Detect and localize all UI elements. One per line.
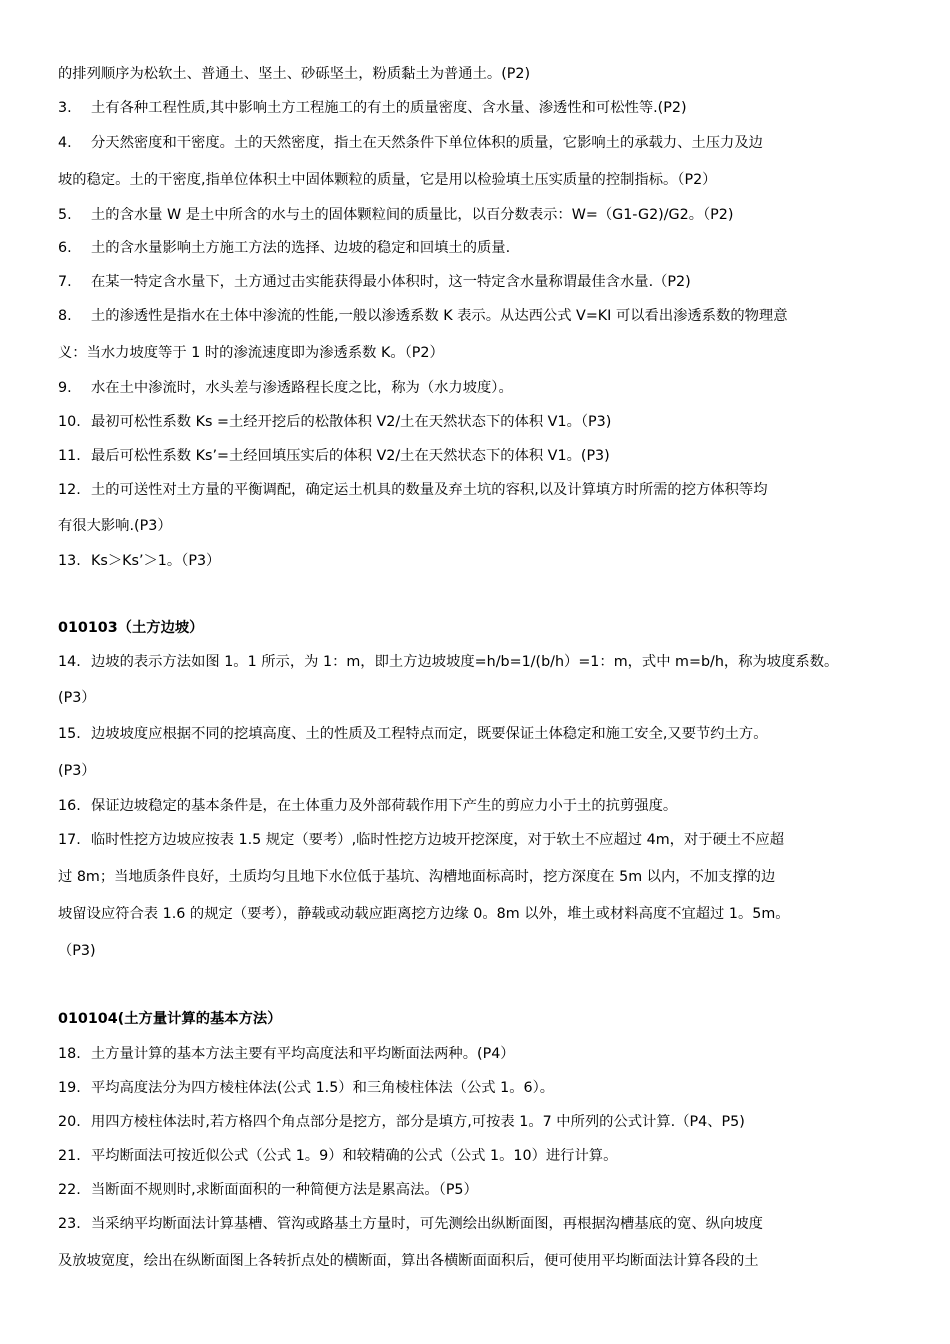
item-number: 12. bbox=[58, 482, 81, 498]
list-item: 18. 土方量计算的基本方法主要有平均高度法和平均断面法两种。(P4） bbox=[58, 1046, 515, 1062]
list-item: 5. 土的含水量 W 是土中所含的水与土的固体颗粒间的质量比，以百分数表示：W=（G1-G2)/G2。（P2) bbox=[58, 207, 734, 223]
list-item: 3. 土有各种工程性质,其中影响土方工程施工的有土的质量密度、含水量、渗透性和可松性等.(P2) bbox=[58, 100, 687, 116]
text-line: 坡留设应符合表 1.6 的规定（要考），静载或动载应距离挖方边缘 0。8m 以外，堆土或材料高度不宜超过 1。5m。 bbox=[58, 906, 790, 922]
item-number: 20. bbox=[58, 1114, 81, 1130]
list-item: 19. 平均高度法分为四方棱柱体法(公式 1.5）和三角棱柱体法（公式 1。6）。 bbox=[58, 1080, 555, 1096]
text-line: (P3） bbox=[58, 690, 96, 706]
item-number: 8. bbox=[58, 308, 72, 324]
item-number: 13. bbox=[58, 553, 81, 569]
item-number: 15. bbox=[58, 726, 81, 742]
list-item: 6. 土的含水量影响土方施工方法的选择、边坡的稳定和回填土的质量. bbox=[58, 240, 511, 256]
item-number: 10. bbox=[58, 414, 81, 430]
list-item: 12. 土的可送性对土方量的平衡调配，确定运土机具的数量及弃土坑的容积,以及计算填方时所需的挖方体积等均 bbox=[58, 482, 768, 498]
list-item: 10. 最初可松性系数 Ks =土经开挖后的松散体积 V2/土在天然状态下的体积 V1。（P3) bbox=[58, 414, 612, 430]
item-number: 4. bbox=[58, 135, 72, 151]
list-item: 21. 平均断面法可按近似公式（公式 1。9）和较精确的公式（公式 1。10）进行计算。 bbox=[58, 1148, 618, 1164]
text-line: 坡的稳定。土的干密度,指单位体积土中固体颗粒的质量，它是用以检验填土压实质量的控制指标。（P2） bbox=[58, 172, 717, 188]
text-line: 过 8m；当地质条件良好，土质均匀且地下水位低于基坑、沟槽地面标高时，挖方深度在 5m 以内，不加支撑的边 bbox=[58, 869, 776, 885]
list-item: 16. 保证边坡稳定的基本条件是，在土体重力及外部荷载作用下产生的剪应力小于土的抗剪强度。 bbox=[58, 798, 678, 814]
text-line: 的排列顺序为松软土、普通土、坚土、砂砾坚土，粉质黏土为普通土。(P2) bbox=[58, 66, 531, 82]
list-item: 22. 当断面不规则时,求断面面积的一种简便方法是累高法。（P5） bbox=[58, 1182, 478, 1198]
item-number: 16. bbox=[58, 798, 81, 814]
item-number: 21. bbox=[58, 1148, 81, 1164]
item-number: 19. bbox=[58, 1080, 81, 1096]
text-line: (P3） bbox=[58, 763, 96, 779]
list-item: 7. 在某一特定含水量下，土方通过击实能获得最小体积时，这一特定含水量称谓最佳含水量.（P2) bbox=[58, 274, 691, 290]
item-number: 9. bbox=[58, 380, 72, 396]
text-line: 义：当水力坡度等于 1 时的渗流速度即为渗透系数 K。（P2） bbox=[58, 345, 444, 361]
list-item: 17. 临时性挖方边坡应按表 1.5 规定（要考）,临时性挖方边坡开挖深度，对于软土不应超过 4m，对于硬土不应超 bbox=[58, 832, 784, 848]
section-heading: 010104(土方量计算的基本方法） bbox=[58, 1011, 282, 1027]
text-line: 有很大影响.(P3） bbox=[58, 518, 172, 534]
list-item: 11. 最后可松性系数 Ks’=土经回填压实后的体积 V2/土在天然状态下的体积 V1。(P3) bbox=[58, 448, 610, 464]
item-number: 6. bbox=[58, 240, 72, 256]
item-number: 7. bbox=[58, 274, 72, 290]
item-number: 14. bbox=[58, 654, 81, 670]
item-number: 18. bbox=[58, 1046, 81, 1062]
list-item: 8. 土的渗透性是指水在土体中渗流的性能,一般以渗透系数 K 表示。从达西公式 V=KI 可以看出渗透系数的物理意 bbox=[58, 308, 788, 324]
item-number: 11. bbox=[58, 448, 81, 464]
item-number: 17. bbox=[58, 832, 81, 848]
list-item: 9. 水在土中渗流时，水头差与渗透路程长度之比，称为（水力坡度）。 bbox=[58, 380, 513, 396]
list-item: 4. 分天然密度和干密度。土的天然密度，指土在天然条件下单位体积的质量，它影响土的承载力、土压力及边 bbox=[58, 135, 763, 151]
text-line: 及放坡宽度，绘出在纵断面图上各转折点处的横断面，算出各横断面面积后，便可使用平均断面法计算各段的土 bbox=[58, 1253, 759, 1269]
list-item: 15. 边坡坡度应根据不同的挖填高度、土的性质及工程特点而定，既要保证土体稳定和施工安全,又要节约土方。 bbox=[58, 726, 768, 742]
list-item: 14. 边坡的表示方法如图 1。1 所示，为 1：m，即土方边坡坡度=h/b=1/(b/h）=1：m，式中 m=b/h，称为坡度系数。 bbox=[58, 654, 839, 670]
list-item: 23. 当采纳平均断面法计算基槽、管沟或路基土方量时，可先测绘出纵断面图，再根据沟槽基底的宽、纵向坡度 bbox=[58, 1216, 763, 1232]
item-number: 22. bbox=[58, 1182, 81, 1198]
item-number: 23. bbox=[58, 1216, 81, 1232]
section-heading: 010103（土方边坡） bbox=[58, 620, 204, 636]
list-item: 13. Ks＞Ks’＞1。（P3） bbox=[58, 553, 221, 569]
item-number: 5. bbox=[58, 207, 72, 223]
list-item: 20. 用四方棱柱体法时,若方格四个角点部分是挖方，部分是填方,可按表 1。7 中所列的公式计算.（P4、P5) bbox=[58, 1114, 745, 1130]
item-number: 3. bbox=[58, 100, 72, 116]
text-line: （P3) bbox=[58, 943, 96, 959]
